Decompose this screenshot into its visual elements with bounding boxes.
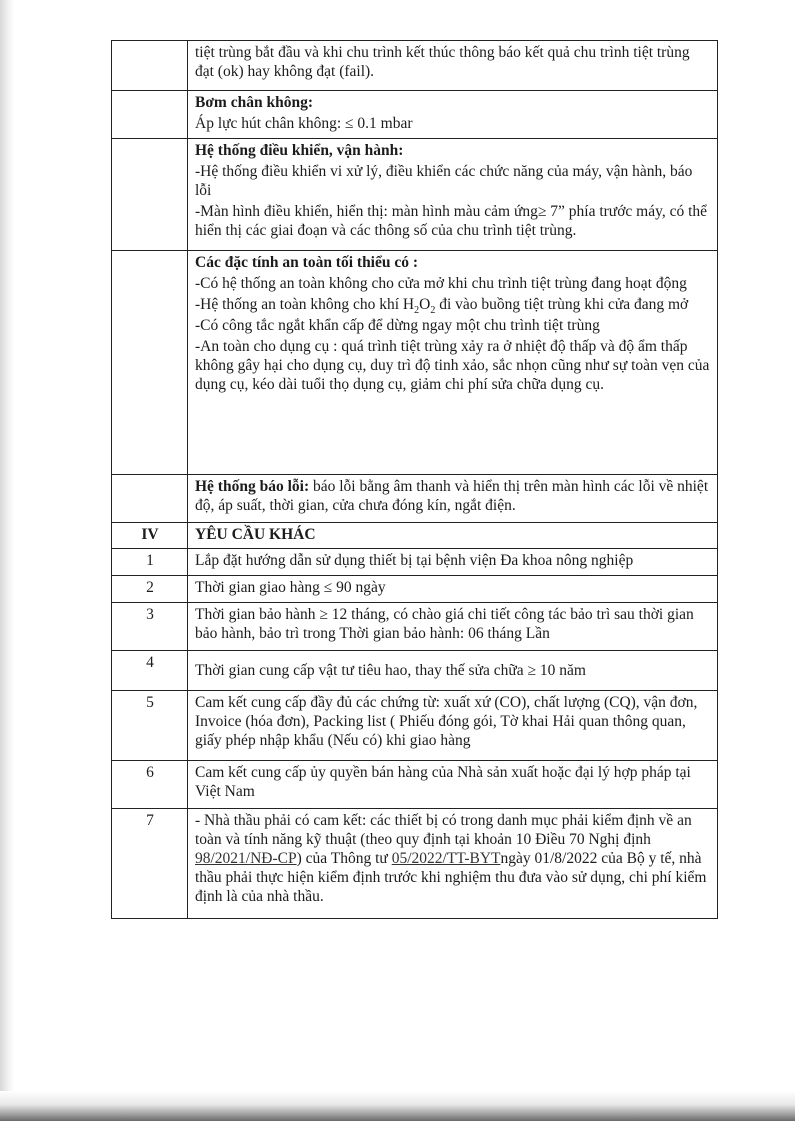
- table-row: [112, 251, 718, 475]
- decree-link[interactable]: 98/2021/NĐ-CP: [195, 850, 297, 867]
- item-text: Cam kết cung cấp ủy quyền bán hàng của Nhà sản xuất hoặc đại lý hợp pháp tại Việt Nam: [188, 761, 718, 809]
- item-number: 2: [112, 576, 188, 603]
- row-content: [188, 41, 718, 91]
- table-row: [112, 603, 718, 651]
- row-content: [188, 475, 718, 523]
- table-row: [112, 651, 718, 691]
- item-text: - Nhà thầu phải có cam kết: các thiết bị có trong danh mục phải kiểm định về an toàn và tính năng kỹ thuật (theo quy định tại khoản 10 Điều 70 Nghị định 98/2021/NĐ-CP) của Thông tư 05/2022/TT-BYTngày 01/8/2022 của Bộ y tế, nhà thầu phải thực hiện kiểm định trước khi nghiệm thu đưa vào sử dụng, chi phí kiểm định là của nhà thầu.: [188, 809, 718, 919]
- spec-table: [111, 40, 718, 919]
- item-text: Lắp đặt hướng dẫn sử dụng thiết bị tại bệnh viện Đa khoa nông nghiệp: [188, 549, 718, 576]
- row-number-cell: [112, 41, 188, 91]
- control-system-item: -Màn hình điều khiển, hiển thị: màn hình màu cảm ứng≥ 7” phía trước máy, có thể hiển thị các giai đoạn và các thông số của chu trình tiệt trùng.: [195, 203, 708, 239]
- error-system-text: báo lỗi bằng âm thanh và hiển thị trên màn hình các lỗi về nhiệt độ, áp suất, thời gian, cửa chưa đóng kín, ngắt điện.: [195, 478, 709, 514]
- row-content: [188, 139, 718, 251]
- safety-feature-item: -Hệ thống an toàn không cho khí $H_2O_2$ đi vào buồng tiệt trùng khi cửa đang mở: [195, 296, 689, 317]
- item-number: 3: [112, 603, 188, 651]
- item-number: 4: [112, 651, 188, 691]
- table-row: [112, 809, 718, 919]
- safety-feature-item: -Có công tắc ngắt khẩn cấp để dừng ngay một chu trình tiệt trùng: [195, 317, 600, 334]
- table-row: [112, 549, 718, 576]
- table-row: [112, 41, 718, 91]
- item-number: 6: [112, 761, 188, 809]
- vacuum-pump-heading: Bơm chân không:: [195, 94, 313, 111]
- item-number: 5: [112, 691, 188, 761]
- table-row: [112, 475, 718, 523]
- safety-feature-item: -Có hệ thống an toàn không cho cửa mở khi chu trình tiệt trùng đang hoạt động: [195, 275, 687, 292]
- item-text: Cam kết cung cấp đầy đủ các chứng từ: xuất xứ (CO), chất lượng (CQ), vận đơn, Invoice (hóa đơn), Packing list ( Phiếu đóng gói, Tờ khai Hải quan thông quan, giấy phép nhập khẩu (Nếu có) khi giao hàng: [188, 691, 718, 761]
- row-number-cell: [112, 91, 188, 139]
- table-row: [112, 91, 718, 139]
- row-number-cell: [112, 139, 188, 251]
- table-row: [112, 139, 718, 251]
- row-number-cell: [112, 475, 188, 523]
- scan-shadow-bottom: [0, 1091, 795, 1121]
- safety-features-heading: Các đặc tính an toàn tối thiểu có :: [195, 254, 419, 271]
- item-number: 7: [112, 809, 188, 919]
- row-content: [188, 91, 718, 139]
- item-number: 1: [112, 549, 188, 576]
- section-number: IV: [112, 523, 188, 549]
- item-text: Thời gian cung cấp vật tư tiêu hao, thay thế sửa chữa ≥ 10 năm: [188, 651, 718, 691]
- control-system-item: -Hệ thống điều khiển vi xử lý, điều khiển các chức năng của máy, vận hành, báo lỗi: [195, 163, 693, 199]
- item-text: Thời gian giao hàng ≤ 90 ngày: [188, 576, 718, 603]
- table-row: [112, 691, 718, 761]
- table-row: [112, 576, 718, 603]
- item-text: Thời gian bảo hành ≥ 12 tháng, có chào giá chi tiết công tác bảo trì sau thời gian bảo hành, bảo trì trong Thời gian bảo hành: 06 tháng Lần: [188, 603, 718, 651]
- section-title: YÊU CẦU KHÁC: [188, 523, 718, 549]
- control-system-heading: Hệ thống điều khiển, vận hành:: [195, 142, 404, 159]
- vacuum-pump-text: Áp lực hút chân không: ≤ 0.1 mbar: [195, 115, 413, 132]
- scan-shadow-left: [0, 0, 14, 1121]
- row-content: [188, 251, 718, 475]
- table-row: [112, 761, 718, 809]
- section-row: [112, 523, 718, 549]
- row-number-cell: [112, 251, 188, 475]
- circular-link[interactable]: 05/2022/TT-BYT: [391, 850, 501, 867]
- cycle-result-text: tiệt trùng bắt đầu và khi chu trình kết thúc thông báo kết quả chu trình tiệt trùng đạt (ok) hay không đạt (fail).: [195, 44, 690, 80]
- error-system-heading: Hệ thống báo lỗi:: [195, 478, 310, 495]
- safety-feature-item: -An toàn cho dụng cụ : quá trình tiệt trùng xảy ra ở nhiệt độ thấp và độ ẩm thấp không gây hại cho dụng cụ, duy trì độ tinh xảo, sắc nhọn cũng như sự toàn vẹn của dụng cụ, kéo dài tuổi thọ dụng cụ, giảm chi phí sửa chữa dụng cụ.: [195, 338, 710, 393]
